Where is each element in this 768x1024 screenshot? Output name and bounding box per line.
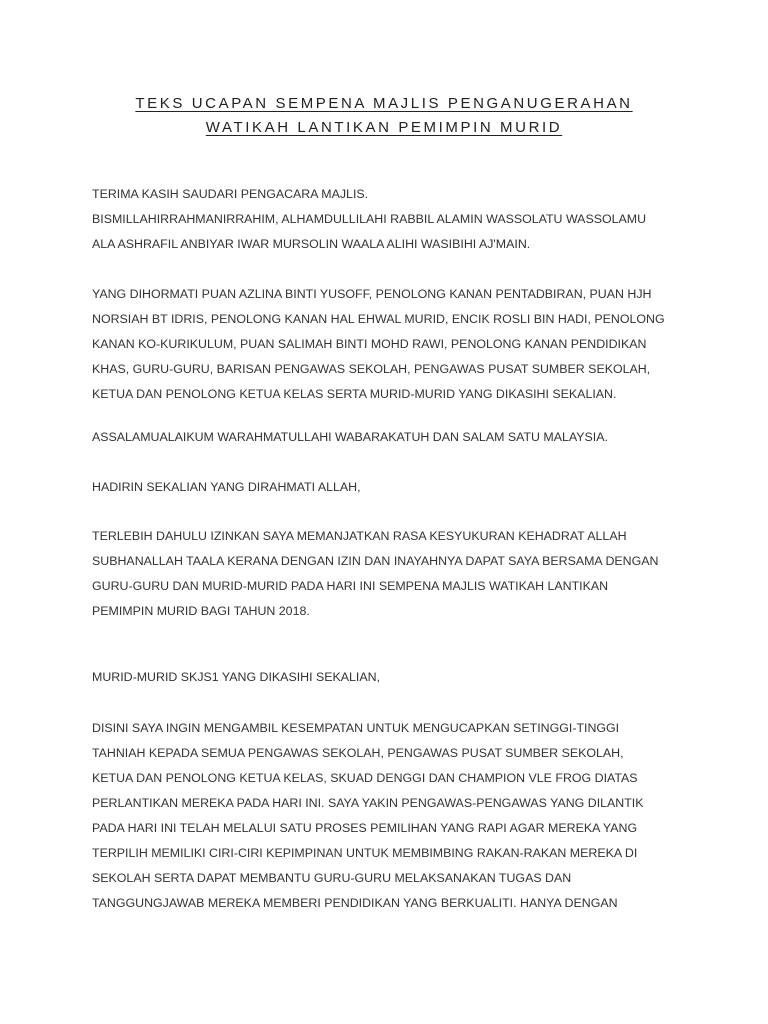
paragraph-7-line-8: TANGGUNGJAWAB MEREKA MEMBERI PENDIDIKAN YANG BERKUALITI. HANYA DENGAN: [92, 896, 618, 910]
paragraph-2-line-4: KHAS, GURU-GURU, BARISAN PENGAWAS SEKOLAH, PENGAWAS PUSAT SUMBER SEKOLAH,: [92, 362, 651, 376]
paragraph-7-line-6: TERPILIH MEMILIKI CIRI-CIRI KEPIMPINAN UNTUK MEMBIMBING RAKAN-RAKAN MEREKA DI: [92, 846, 638, 860]
document-title-line-2: WATIKAH LANTIKAN PEMIMPIN MURID: [205, 119, 563, 136]
paragraph-1-line-2: BISMILLAHIRRAHMANIRRAHIM, ALHAMDULLILAHI RABBIL ALAMIN WASSOLATU WASSOLAMU: [92, 212, 647, 226]
paragraph-5-line-2: SUBHANALLAH TAALA KERANA DENGAN IZIN DAN INAYAHNYA DAPAT SAYA BERSAMA DENGAN: [92, 554, 659, 568]
paragraph-7-line-1: DISINI SAYA INGIN MENGAMBIL KESEMPATAN UNTUK MENGUCAPKAN SETINGGI-TINGGI: [92, 721, 620, 735]
paragraph-1-line-3: ALA ASHRAFIL ANBIYAR IWAR MURSOLIN WAALA ALIHI WASIBIHI AJ'MAIN.: [92, 237, 531, 251]
paragraph-2-line-3: KANAN KO-KURIKULUM, PUAN SALIMAH BINTI MOHD RAWI, PENOLONG KANAN PENDIDIKAN: [92, 337, 647, 351]
paragraph-6-line-1: MURID-MURID SKJS1 YANG DIKASIHI SEKALIAN,: [92, 670, 381, 684]
paragraph-7-line-7: SEKOLAH SERTA DAPAT MEMBANTU GURU-GURU MELAKSANAKAN TUGAS DAN: [92, 871, 572, 885]
paragraph-2-line-1: YANG DIHORMATI PUAN AZLINA BINTI YUSOFF, PENOLONG KANAN PENTADBIRAN, PUAN HJH: [92, 287, 652, 301]
paragraph-7-line-4: PERLANTIKAN MEREKA PADA HARI INI. SAYA YAKIN PENGAWAS-PENGAWAS YANG DILANTIK: [92, 796, 644, 810]
document-title-line-1: TEKS UCAPAN SEMPENA MAJLIS PENGANUGERAHAN: [135, 95, 633, 112]
paragraph-2-line-5: KETUA DAN PENOLONG KETUA KELAS SERTA MURID-MURID YANG DIKASIHI SEKALIAN.: [92, 387, 617, 401]
paragraph-2-line-2: NORSIAH BT IDRIS, PENOLONG KANAN HAL EHWAL MURID, ENCIK ROSLI BIN HADI, PENOLONG: [92, 312, 665, 326]
paragraph-5-line-1: TERLEBIH DAHULU IZINKAN SAYA MEMANJATKAN RASA KESYUKURAN KEHADRAT ALLAH: [92, 529, 627, 543]
paragraph-5-line-3: GURU-GURU DAN MURID-MURID PADA HARI INI SEMPENA MAJLIS WATIKAH LANTIKAN: [92, 579, 609, 593]
paragraph-7-line-3: KETUA DAN PENOLONG KETUA KELAS, SKUAD DENGGI DAN CHAMPION VLE FROG DIATAS: [92, 771, 638, 785]
paragraph-7-line-2: TAHNIAH KEPADA SEMUA PENGAWAS SEKOLAH, PENGAWAS PUSAT SUMBER SEKOLAH,: [92, 746, 624, 760]
paragraph-4-line-1: HADIRIN SEKALIAN YANG DIRAHMATI ALLAH,: [92, 480, 361, 494]
paragraph-3-line-1: ASSALAMUALAIKUM WARAHMATULLAHI WABARAKATUH DAN SALAM SATU MALAYSIA.: [92, 430, 608, 444]
paragraph-5-line-4: PEMIMPIN MURID BAGI TAHUN 2018.: [92, 604, 310, 618]
paragraph-1-line-1: TERIMA KASIH SAUDARI PENGACARA MAJLIS.: [92, 187, 369, 201]
paragraph-7-line-5: PADA HARI INI TELAH MELALUI SATU PROSES PEMILIHAN YANG RAPI AGAR MEREKA YANG: [92, 821, 638, 835]
